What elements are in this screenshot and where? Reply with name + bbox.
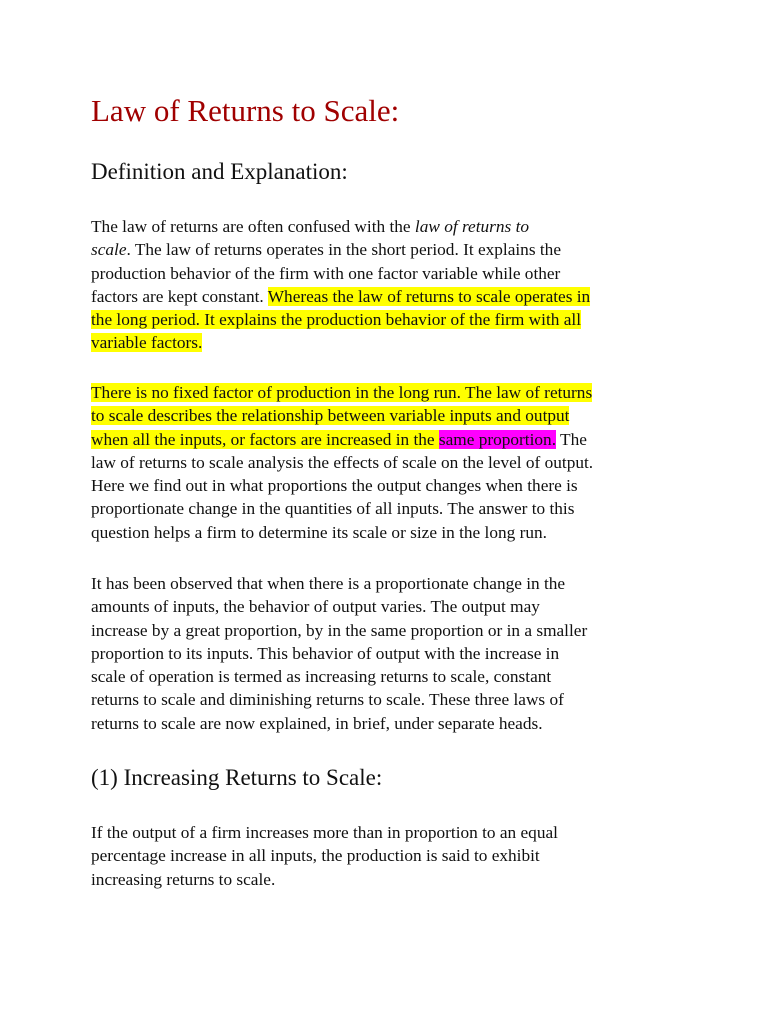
paragraph-line: amounts of inputs, the behavior of output varies. The output may (91, 597, 540, 617)
highlighted-text: variable factors. (91, 333, 203, 353)
paragraph-line: If the output of a firm increases more than in proportion to an equal (91, 823, 558, 842)
highlighted-text: the long period. It explains the production behavior of the firm with all (91, 310, 581, 330)
paragraph-line: percentage increase in all inputs, the production is said to exhibit (91, 846, 540, 866)
paragraph-line: proportion to its inputs. This behavior of output with the increase in (91, 643, 560, 663)
paragraph-line: increase by a great proportion, by in the same proportion or in a smaller (91, 620, 588, 640)
paragraph-line: proportionate change in the quantities of all inputs. The answer to this (91, 499, 575, 519)
highlighted-text: Whereas the law of returns to scale operates in (267, 286, 591, 306)
highlighted-text: There is no fixed factor of production in the long run. The law of returns (91, 383, 593, 402)
paragraph-1 (91, 215, 691, 355)
page-title: Law of Returns to Scale: (91, 93, 400, 128)
paragraph-line (91, 238, 691, 261)
text-run: factors are kept constant. (91, 286, 268, 306)
highlighted-text: to scale describes the relationship between variable inputs and output (91, 406, 570, 426)
paragraph-line: Here we find out in what proportions the output changes when there is (91, 476, 578, 496)
paragraph-line: question helps a firm to determine its scale or size in the long run. (91, 522, 547, 542)
text-run: The (556, 429, 587, 449)
paragraph-line (91, 285, 691, 308)
text-run: The law of returns are often confused with the (91, 217, 415, 236)
italic-term: scale (91, 240, 127, 260)
paragraph-line: increasing returns to scale. (91, 869, 276, 889)
paragraph-line (91, 404, 691, 427)
paragraph-line (91, 215, 691, 238)
highlighted-term: same proportion. (438, 429, 557, 449)
paragraph-3 (91, 572, 691, 735)
paragraph-line: scale of operation is termed as increasing returns to scale, constant (91, 667, 552, 687)
paragraph-line (91, 381, 691, 404)
highlighted-text: when all the inputs, or factors are increased in the (91, 429, 439, 449)
paragraph-line: returns to scale are now explained, in brief, under separate heads. (91, 713, 543, 733)
italic-term: law of returns to (414, 217, 530, 236)
paragraph-line (91, 308, 691, 331)
paragraph-4 (91, 821, 691, 891)
paragraph-2 (91, 381, 691, 544)
paragraph-line (91, 428, 691, 451)
paragraph-line: production behavior of the firm with one factor variable while other (91, 263, 561, 283)
paragraph-line: law of returns to scale analysis the effects of scale on the level of output. (91, 452, 594, 472)
text-run: . The law of returns operates in the short period. It explains the (126, 240, 561, 260)
section-heading-increasing-returns: (1) Increasing Returns to Scale: (91, 765, 383, 790)
section-heading-definition: Definition and Explanation: (91, 159, 348, 184)
paragraph-line (91, 331, 691, 354)
paragraph-line: returns to scale and diminishing returns to scale. These three laws of (91, 690, 564, 710)
paragraph-line: It has been observed that when there is a proportionate change in the (91, 574, 566, 593)
